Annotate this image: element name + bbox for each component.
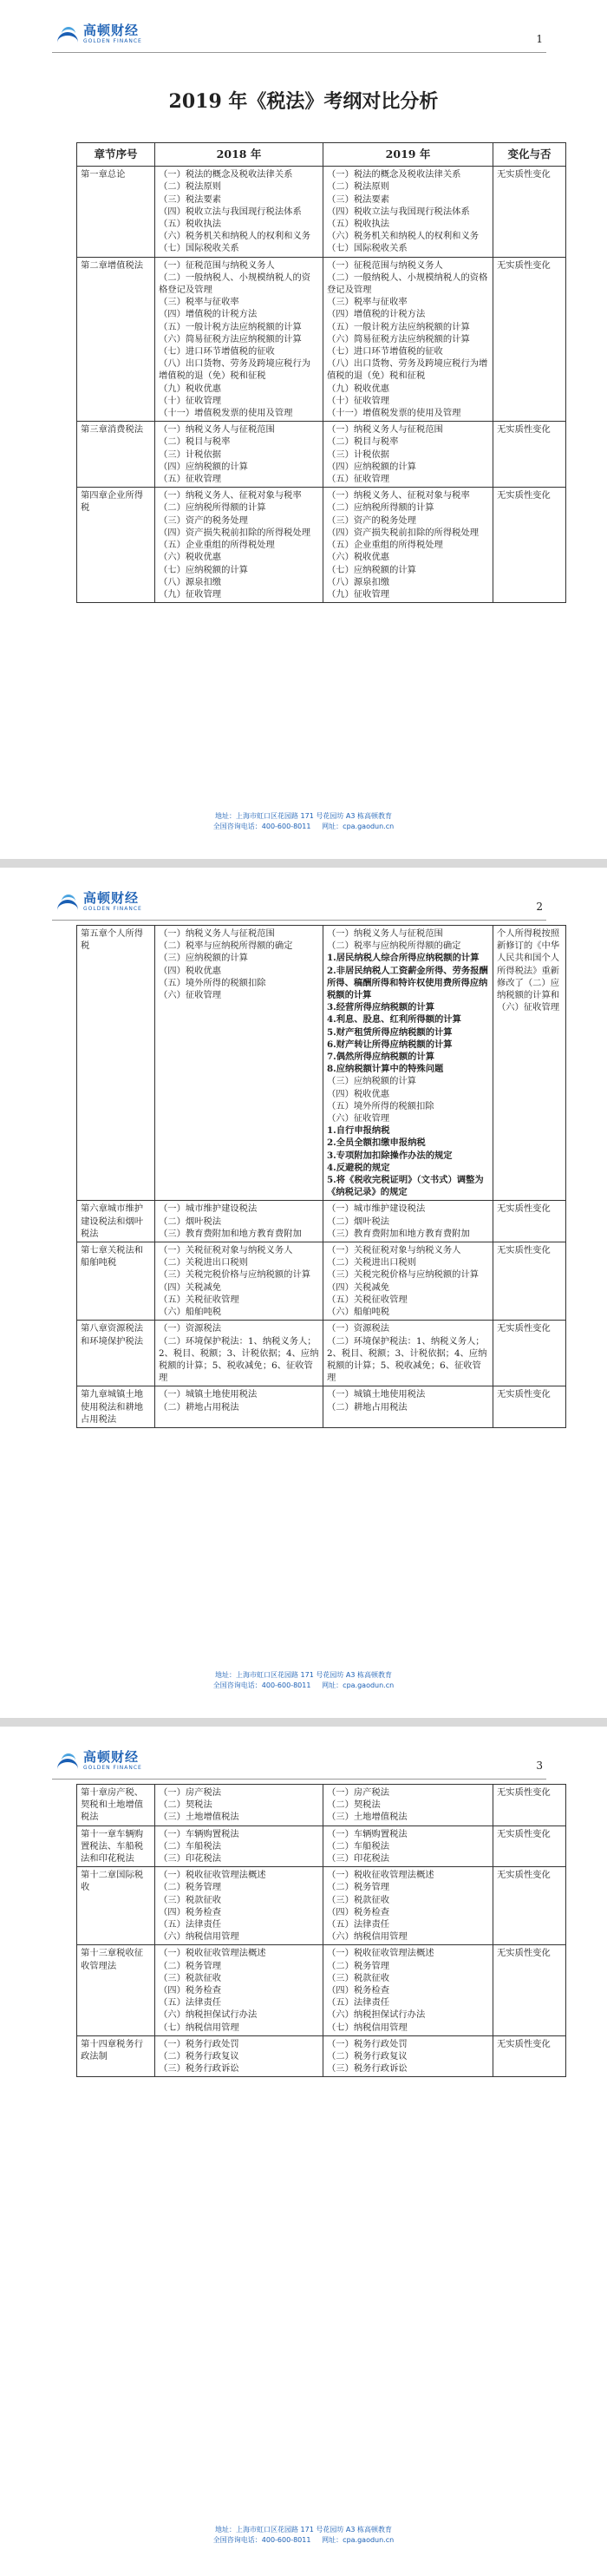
column-header: 2018 年 <box>155 143 323 167</box>
syllabus-item: （一）车辆购置税法 <box>159 1828 239 1839</box>
syllabus-2019-cell <box>323 1945 493 2035</box>
syllabus-item: （一）房产税法 <box>327 1787 390 1798</box>
syllabus-item: （二）契税法 <box>159 1799 212 1811</box>
syllabus-item: （三）税款征收 <box>327 1972 390 1983</box>
syllabus-item: （三）税率与征收率 <box>159 297 239 308</box>
syllabus-item: （三）税率与征收率 <box>327 297 408 308</box>
syllabus-item: （五）征收管理 <box>327 474 390 485</box>
syllabus-item: （四）增值税的计税方法 <box>159 309 258 320</box>
syllabus-item: （二）税务管理 <box>327 1960 390 1971</box>
syllabus-item: （二）税法原则 <box>159 181 222 193</box>
syllabus-item: （六）纳税担保试行办法 <box>327 2009 426 2021</box>
syllabus-item: （五）关税征收管理 <box>327 1294 408 1305</box>
syllabus-item: （七）国际税收关系 <box>327 243 408 254</box>
syllabus-item: （六）简易征税方法应纳税额的计算 <box>327 333 470 344</box>
logo-wave-icon <box>57 1751 80 1770</box>
syllabus-item: （三）税款征收 <box>159 1972 222 1983</box>
syllabus-item: 1.自行申报纳税 <box>327 1125 390 1137</box>
syllabus-item: （三）税务行政诉讼 <box>159 2063 239 2075</box>
table-row <box>77 167 566 257</box>
syllabus-item: （七）进口环节增值税的征收 <box>327 346 443 357</box>
syllabus-item: （四）应纳税额的计算 <box>159 461 248 472</box>
syllabus-item: （一）税法的概念及税收法律关系 <box>159 169 293 180</box>
syllabus-item: （四）资产损失税前扣除的所得税处理 <box>327 527 480 538</box>
syllabus-item: （二）应纳税所得额的计算 <box>327 502 434 514</box>
footer-address: 地址：上海市虹口区花园路 171 号花园坊 A3 栋高顿教育 <box>214 2526 392 2533</box>
syllabus-item: （一）纳税义务人、征税对象与税率 <box>159 490 302 501</box>
syllabus-item: （一）资源税法 <box>159 1323 222 1334</box>
syllabus-item: （六）船舶吨税 <box>159 1307 222 1318</box>
syllabus-item: 5.财产租赁所得应纳税额的计算 <box>327 1026 453 1038</box>
document-page-1 <box>0 0 607 859</box>
change-cell: 无实质性变化 <box>493 257 566 422</box>
chapter-cell: 第八章资源税法和环境保护税法 <box>77 1321 155 1386</box>
syllabus-item: （五）法律责任 <box>159 1919 222 1930</box>
page-footer <box>0 1670 607 1691</box>
syllabus-item: （二）税务行政复议 <box>159 2051 239 2062</box>
syllabus-item: 3.专项附加扣除操作办法的规定 <box>327 1150 453 1161</box>
syllabus-item: （四）税务检查 <box>159 1985 222 1996</box>
change-cell: 无实质性变化 <box>493 1386 566 1428</box>
syllabus-item: （五）一般计税方法应纳税额的计算 <box>159 321 302 332</box>
syllabus-item: （二）税法原则 <box>327 181 390 193</box>
syllabus-item: （三）土地增值税法 <box>327 1812 408 1823</box>
syllabus-item: （一）税务行政处罚 <box>159 2038 239 2049</box>
syllabus-item: （六）税务机关和纳税人的权利和义务 <box>327 231 480 242</box>
syllabus-item: （二）税率与应纳税所得额的确定 <box>159 941 293 952</box>
change-cell: 无实质性变化 <box>493 422 566 488</box>
syllabus-item: （二）烟叶税法 <box>159 1216 222 1227</box>
chapter-cell: 第十三章税收征收管理法 <box>77 1945 155 2035</box>
table-row <box>77 488 566 603</box>
syllabus-item: （四）税收优惠 <box>159 965 222 976</box>
syllabus-item: （一）城镇土地使用税法 <box>327 1389 426 1400</box>
chapter-cell: 第九章城镇土地使用税法和耕地占用税法 <box>77 1386 155 1428</box>
syllabus-2018-cell <box>155 1945 323 2035</box>
syllabus-2018-cell <box>155 422 323 488</box>
syllabus-item: （五）企业重组的所得税处理 <box>327 540 443 551</box>
syllabus-item: 6.财产转让所得应纳税额的计算 <box>327 1039 453 1050</box>
syllabus-item: （二）税目与税率 <box>159 436 231 448</box>
syllabus-2019-cell <box>323 167 493 257</box>
syllabus-item: （六）征收管理 <box>327 1113 390 1124</box>
syllabus-item: （三）税法要素 <box>327 193 390 205</box>
page-footer <box>0 2525 607 2546</box>
syllabus-2019-cell <box>323 1201 493 1242</box>
syllabus-item: 7.偶然所得应纳税额的计算 <box>327 1052 435 1063</box>
syllabus-item: （二）税目与税率 <box>327 436 399 448</box>
syllabus-2019-cell <box>323 1386 493 1428</box>
syllabus-2019-cell <box>323 1321 493 1386</box>
syllabus-item: （六）纳税信用管理 <box>159 1931 239 1943</box>
comparison-table <box>76 1784 566 2077</box>
syllabus-item: （二）车船税法 <box>159 1840 222 1852</box>
syllabus-item: （一）城市维护建设税法 <box>159 1203 258 1215</box>
table-row <box>77 1321 566 1386</box>
syllabus-item: （三）教育费附加和地方教育费附加 <box>327 1228 470 1239</box>
syllabus-item: （九）征收管理 <box>327 588 390 600</box>
syllabus-item: （二）税务管理 <box>159 1960 222 1971</box>
syllabus-item: （四）关税减免 <box>159 1281 222 1293</box>
page-number: 3 <box>536 1760 543 1772</box>
syllabus-item: （五）境外所得的税额扣除 <box>327 1100 434 1111</box>
syllabus-item: （一）纳税义务人与征税范围 <box>159 424 275 436</box>
table-row <box>77 1242 566 1321</box>
change-cell: 无实质性变化 <box>493 1825 566 1867</box>
syllabus-item: （三）税款征收 <box>327 1894 390 1905</box>
syllabus-item: （三）应纳税额的计算 <box>327 1076 416 1087</box>
table-header-row <box>77 143 566 167</box>
syllabus-item: （九）征收管理 <box>159 588 222 600</box>
footer-website: 网址：cpa.gaodun.cn <box>322 823 395 830</box>
table-row <box>77 2035 566 2077</box>
syllabus-item: （二）耕地占用税法 <box>327 1401 408 1413</box>
syllabus-item: 3.经营所得应纳税额的计算 <box>327 1002 435 1013</box>
table-row <box>77 1945 566 2035</box>
golden-finance-logo <box>57 21 142 47</box>
document-title: 2019 年《税法》考纲对比分析 <box>168 90 439 113</box>
footer-hotline: 全国咨询电话：400-600-8011 <box>212 1681 311 1689</box>
syllabus-item: （七）纳税信用管理 <box>159 2022 239 2033</box>
syllabus-item: （九）税收优惠 <box>159 383 222 394</box>
column-header: 2019 年 <box>323 143 493 167</box>
chapter-cell: 第六章城市维护建设税法和烟叶税法 <box>77 1201 155 1242</box>
syllabus-item: 4.反避税的规定 <box>327 1162 390 1173</box>
change-cell: 无实质性变化 <box>493 1867 566 1945</box>
chapter-cell: 第一章总论 <box>77 167 155 257</box>
syllabus-item: （一）税务行政处罚 <box>327 2038 408 2049</box>
change-cell: 无实质性变化 <box>493 488 566 603</box>
syllabus-item: （一）城镇土地使用税法 <box>159 1389 258 1400</box>
syllabus-2018-cell <box>155 1321 323 1386</box>
syllabus-item: （五）企业重组的所得税处理 <box>159 540 275 551</box>
column-header: 变化与否 <box>493 143 566 167</box>
syllabus-item: （三）税法要素 <box>159 193 222 205</box>
syllabus-item: （二）环境保护税法：1、纳税义务人；2、税目、税额；3、计税依据；4、应纳税额的计算；5、税收减免；6、征收管理 <box>159 1335 319 1384</box>
syllabus-item: （四）税收优惠 <box>327 1088 390 1099</box>
syllabus-item: （五）税收执法 <box>327 219 390 230</box>
syllabus-item: （二）应纳税所得额的计算 <box>159 502 266 514</box>
syllabus-item: （七）应纳税额的计算 <box>159 564 248 575</box>
syllabus-2018-cell <box>155 1785 323 1826</box>
logo-en-text: GOLDEN FINANCE <box>83 1764 142 1771</box>
syllabus-item: （二）税务行政复议 <box>327 2051 408 2062</box>
syllabus-item: （四）关税减免 <box>327 1281 390 1293</box>
chapter-cell: 第十章房产税、契税和土地增值税法 <box>77 1785 155 1826</box>
syllabus-2018-cell <box>155 1867 323 1945</box>
syllabus-item: （七）纳税信用管理 <box>327 2022 408 2033</box>
syllabus-item: （一）税法的概念及税收法律关系 <box>327 169 461 180</box>
syllabus-item: （五）境外所得的税额扣除 <box>159 977 266 988</box>
chapter-cell: 第四章企业所得税 <box>77 488 155 603</box>
page-header <box>52 885 546 921</box>
syllabus-item: （四）增值税的计税方法 <box>327 309 426 320</box>
syllabus-item: （二）烟叶税法 <box>327 1216 390 1227</box>
column-header: 章节序号 <box>77 143 155 167</box>
syllabus-item: （一）城市维护建设税法 <box>327 1203 426 1215</box>
footer-contact <box>0 1681 607 1691</box>
page-number: 2 <box>536 901 543 913</box>
logo-en-text: GOLDEN FINANCE <box>83 905 142 912</box>
syllabus-item: （二）耕地占用税法 <box>159 1401 239 1413</box>
logo-cn-text: 高顿财经 <box>83 22 140 38</box>
chapter-cell: 第十二章国际税收 <box>77 1867 155 1945</box>
chapter-cell: 第五章个人所得税 <box>77 926 155 1201</box>
syllabus-2019-cell <box>323 1785 493 1826</box>
syllabus-item: （六）船舶吨税 <box>327 1307 390 1318</box>
syllabus-item: （二）税务管理 <box>159 1882 222 1893</box>
syllabus-item: （三）税务行政诉讼 <box>327 2063 408 2075</box>
syllabus-item: （四）税收立法与我国现行税法体系 <box>327 206 470 217</box>
syllabus-item: （七）国际税收关系 <box>159 243 239 254</box>
syllabus-2018-cell <box>155 926 323 1201</box>
syllabus-item: （七）进口环节增值税的征收 <box>159 346 275 357</box>
chapter-cell: 第十一章车辆购置税法、车船税法和印花税法 <box>77 1825 155 1867</box>
syllabus-item: （三）教育费附加和地方教育费附加 <box>159 1228 302 1239</box>
syllabus-item: （三）资产的税务处理 <box>327 515 416 526</box>
syllabus-item: （六）纳税信用管理 <box>327 1931 408 1943</box>
syllabus-item: （三）税款征收 <box>159 1894 222 1905</box>
change-cell: 无实质性变化 <box>493 1321 566 1386</box>
syllabus-2018-cell <box>155 1201 323 1242</box>
chapter-cell: 第三章消费税法 <box>77 422 155 488</box>
golden-finance-logo <box>57 888 142 914</box>
syllabus-item: （一）征税范围与纳税义务人 <box>327 259 443 271</box>
page-header <box>52 17 546 53</box>
table-row <box>77 926 566 1201</box>
syllabus-item: （一）资源税法 <box>327 1323 390 1334</box>
page-number: 1 <box>536 33 543 45</box>
syllabus-2018-cell <box>155 488 323 603</box>
syllabus-item: （二）一般纳税人、小规模纳税人的资格登记及管理 <box>327 272 488 296</box>
syllabus-2019-cell <box>323 422 493 488</box>
syllabus-2019-cell <box>323 1867 493 1945</box>
syllabus-item: （一）税收征收管理法概述 <box>159 1870 266 1881</box>
change-cell: 无实质性变化 <box>493 2035 566 2077</box>
chapter-cell: 第十四章税务行政法制 <box>77 2035 155 2077</box>
syllabus-2019-cell <box>323 1242 493 1321</box>
syllabus-item: （五）法律责任 <box>327 1919 390 1930</box>
syllabus-2019-cell <box>323 2035 493 2077</box>
syllabus-item: （二）税务管理 <box>327 1882 390 1893</box>
syllabus-item: （一）征税范围与纳税义务人 <box>159 259 275 271</box>
syllabus-item: （六）简易征税方法应纳税额的计算 <box>159 333 302 344</box>
document-page-3 <box>0 1727 607 2576</box>
syllabus-item: 5.将《税收完税证明》（文书式）调整为《纳税记录》的规定 <box>327 1175 484 1198</box>
table-row <box>77 1825 566 1867</box>
logo-cn-text: 高顿财经 <box>83 889 140 906</box>
syllabus-item: （四）应纳税额的计算 <box>327 461 416 472</box>
syllabus-2018-cell <box>155 1386 323 1428</box>
syllabus-item: 8.应纳税额计算中的特殊问题 <box>327 1064 444 1075</box>
syllabus-item: （一）关税征税对象与纳税义务人 <box>159 1245 293 1256</box>
syllabus-item: （三）土地增值税法 <box>159 1812 239 1823</box>
syllabus-2019-cell <box>323 1825 493 1867</box>
syllabus-item: （一）纳税义务人、征税对象与税率 <box>327 490 470 501</box>
logo-en-text: GOLDEN FINANCE <box>83 37 142 44</box>
table-row <box>77 1785 566 1826</box>
syllabus-item: 2.非居民纳税人工资薪金所得、劳务报酬所得、稿酬所得和特许权使用费所得应纳税额的计算 <box>327 965 488 1001</box>
change-cell: 无实质性变化 <box>493 1785 566 1826</box>
footer-website: 网址：cpa.gaodun.cn <box>322 1681 395 1689</box>
page-header <box>52 1744 546 1780</box>
syllabus-item: （一）税收征收管理法概述 <box>327 1948 434 1959</box>
syllabus-item: （八）源泉扣缴 <box>159 576 222 587</box>
syllabus-item: （四）税务检查 <box>159 1906 222 1917</box>
golden-finance-logo <box>57 1747 142 1773</box>
syllabus-item: （十一）增值税发票的使用及管理 <box>159 408 293 419</box>
syllabus-item: （九）税收优惠 <box>327 383 390 394</box>
logo-wave-icon <box>57 892 80 911</box>
footer-contact <box>0 822 607 832</box>
syllabus-item: （一）车辆购置税法 <box>327 1828 408 1839</box>
table-row <box>77 422 566 488</box>
logo-cn-text: 高顿财经 <box>83 1748 140 1765</box>
syllabus-item: （十）征收管理 <box>159 395 222 406</box>
logo-wave-icon <box>57 24 80 43</box>
syllabus-item: （八）出口货物、劳务及跨境应税行为增值税的退（免）税和征税 <box>159 358 311 382</box>
page-footer <box>0 811 607 832</box>
comparison-table <box>76 925 566 1428</box>
syllabus-2018-cell <box>155 167 323 257</box>
syllabus-item: （三）资产的税务处理 <box>159 515 248 526</box>
syllabus-item: （六）税收优惠 <box>327 552 390 563</box>
syllabus-item: （二）关税进出口税则 <box>159 1257 248 1268</box>
syllabus-item: （五）征收管理 <box>159 474 222 485</box>
footer-address: 地址：上海市虹口区花园路 171 号花园坊 A3 栋高顿教育 <box>214 812 392 820</box>
change-cell: 无实质性变化 <box>493 1242 566 1321</box>
chapter-cell: 第二章增值税法 <box>77 257 155 422</box>
syllabus-item: （四）税务检查 <box>327 1985 390 1996</box>
syllabus-item: （三）印花税法 <box>159 1853 222 1865</box>
syllabus-item: （六）税收优惠 <box>159 552 222 563</box>
syllabus-item: 4.利息、股息、红利所得额的计算 <box>327 1014 461 1026</box>
chapter-cell: 第七章关税法和船舶吨税 <box>77 1242 155 1321</box>
syllabus-item: （二）环境保护税法：1、纳税义务人；2、税目、税额；3、计税依据；4、应纳税额的计算；5、税收减免；6、征收管理 <box>327 1335 487 1384</box>
table-row <box>77 1201 566 1242</box>
syllabus-item: （三）印花税法 <box>327 1853 390 1865</box>
syllabus-item: （五）税收执法 <box>159 219 222 230</box>
footer-contact <box>0 2535 607 2546</box>
syllabus-item: （六）税务机关和纳税人的权利和义务 <box>159 231 311 242</box>
syllabus-item: （三）关税完税价格与应纳税额的计算 <box>327 1269 480 1281</box>
change-cell: 无实质性变化 <box>493 1945 566 2035</box>
syllabus-item: （二）车船税法 <box>327 1840 390 1852</box>
syllabus-item: （三）计税依据 <box>159 449 222 460</box>
syllabus-item: （十）征收管理 <box>327 395 390 406</box>
syllabus-item: （一）房产税法 <box>159 1787 222 1798</box>
syllabus-item: （一）税收征收管理法概述 <box>327 1870 434 1881</box>
syllabus-item: （一）纳税义务人与征税范围 <box>159 928 275 939</box>
syllabus-item: 2.全员全额扣缴申报纳税 <box>327 1137 426 1149</box>
syllabus-item: （八）源泉扣缴 <box>327 576 390 587</box>
table-row <box>77 257 566 422</box>
syllabus-item: （二）契税法 <box>327 1799 381 1811</box>
syllabus-2018-cell <box>155 1242 323 1321</box>
footer-hotline: 全国咨询电话：400-600-8011 <box>212 823 311 830</box>
syllabus-2018-cell <box>155 2035 323 2077</box>
footer-hotline: 全国咨询电话：400-600-8011 <box>212 2536 311 2544</box>
syllabus-2019-cell <box>323 257 493 422</box>
syllabus-2018-cell <box>155 1825 323 1867</box>
syllabus-item: （五）法律责任 <box>327 1997 390 2009</box>
syllabus-item: （六）纳税担保试行办法 <box>159 2009 258 2021</box>
syllabus-item: （四）税务检查 <box>327 1906 390 1917</box>
syllabus-item: （一）纳税义务人与征税范围 <box>327 928 443 939</box>
change-cell: 无实质性变化 <box>493 1201 566 1242</box>
syllabus-item: （五）一般计税方法应纳税额的计算 <box>327 321 470 332</box>
comparison-table <box>76 142 566 603</box>
change-cell: 无实质性变化 <box>493 167 566 257</box>
syllabus-item: （二）一般纳税人、小规模纳税人的资格登记及管理 <box>159 272 311 296</box>
table-row <box>77 1867 566 1945</box>
syllabus-2018-cell <box>155 257 323 422</box>
footer-website: 网址：cpa.gaodun.cn <box>322 2536 395 2544</box>
change-cell: 个人所得税按照新修订的《中华人民共和国个人所得税法》重新修改了（二）应纳税额的计算和（六）征收管理 <box>493 926 566 1201</box>
syllabus-item: （四）税收立法与我国现行税法体系 <box>159 206 302 217</box>
syllabus-2019-cell <box>323 926 493 1201</box>
syllabus-item: （四）资产损失税前扣除的所得税处理 <box>159 527 311 538</box>
syllabus-item: （五）关税征收管理 <box>159 1294 239 1305</box>
syllabus-item: （七）应纳税额的计算 <box>327 564 416 575</box>
syllabus-item: （二）关税进出口税则 <box>327 1257 416 1268</box>
syllabus-item: （八）出口货物、劳务及跨境应税行为增值税的退（免）税和征税 <box>327 358 488 382</box>
syllabus-item: （一）关税征税对象与纳税义务人 <box>327 1245 461 1256</box>
footer-address: 地址：上海市虹口区花园路 171 号花园坊 A3 栋高顿教育 <box>214 1671 392 1679</box>
syllabus-item: （三）应纳税额的计算 <box>159 953 248 964</box>
syllabus-item: （一）纳税义务人与征税范围 <box>327 424 443 436</box>
syllabus-item: （一）税收征收管理法概述 <box>159 1948 266 1959</box>
syllabus-item: 1.居民纳税人综合所得应纳税额的计算 <box>327 953 480 964</box>
syllabus-item: （十一）增值税发票的使用及管理 <box>327 408 461 419</box>
syllabus-item: （六）征收管理 <box>159 990 222 1001</box>
syllabus-item: （三）计税依据 <box>327 449 390 460</box>
syllabus-item: （五）法律责任 <box>159 1997 222 2009</box>
syllabus-item: （二）税率与应纳税所得额的确定 <box>327 941 461 952</box>
syllabus-2019-cell <box>323 488 493 603</box>
document-page-2 <box>0 868 607 1718</box>
table-row <box>77 1386 566 1428</box>
syllabus-item: （三）关税完税价格与应纳税额的计算 <box>159 1269 311 1281</box>
